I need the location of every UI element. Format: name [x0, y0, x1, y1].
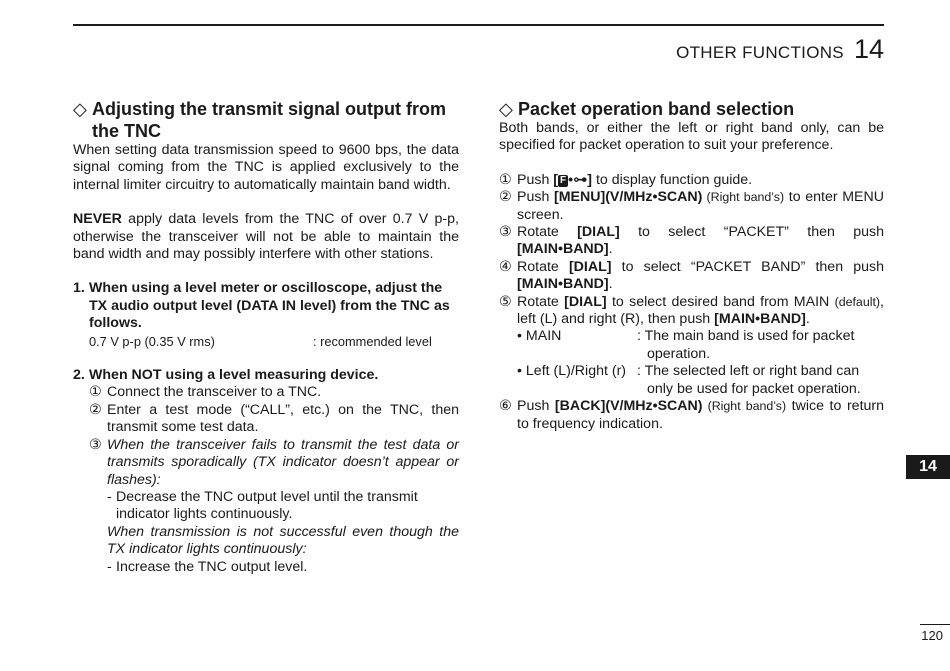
step-marker: ②	[499, 189, 512, 206]
right-intro: Both bands, or either the left or right band only, can be specified for packet operation to suit your preference.	[499, 120, 884, 154]
level-value: 0.7 V p-p (0.35 V rms)	[89, 333, 215, 349]
item-2	[73, 367, 459, 384]
step-marker: ④	[499, 258, 512, 275]
step-text: Rotate [DIAL] to select desired band from MAIN (default), left (L) and right (R), then push [MAIN•BAND].	[517, 293, 884, 328]
recommended-level-row	[73, 333, 459, 350]
item-1	[73, 280, 459, 332]
band-option	[499, 328, 884, 363]
band-option-desc: : The main band is used for packet operation.	[637, 328, 855, 362]
never-text: apply data levels from the TNC of over 0.7 V p-p, otherwise the transceiver will not be able to maintain the band width and may possibly interfere with other stations.	[73, 211, 459, 263]
right-step	[499, 398, 884, 433]
step-marker: ①	[89, 384, 102, 401]
item-2-number: 2.	[73, 367, 85, 384]
band-option-key: • MAIN	[517, 328, 562, 345]
right-step	[499, 294, 884, 329]
condition-2: When transmission is not successful even though the TX indicator lights continuously:	[107, 523, 459, 558]
step-text: Push [BACK](V/MHz•SCAN) (Right band’s) twice to return to frequency indication.	[517, 398, 885, 432]
page-number: 120	[921, 628, 943, 643]
left-step	[89, 437, 459, 489]
dash-item	[73, 489, 459, 524]
band-option-key: • Left (L)/Right (r)	[517, 363, 627, 380]
dash-text: Decrease the TNC output level until the transmit indicator lights continuously.	[116, 488, 418, 523]
dash-marker: -	[107, 488, 112, 505]
step-marker: ③	[89, 436, 102, 453]
step-marker: ⑥	[499, 398, 512, 415]
diamond-icon: ◇	[73, 99, 87, 119]
level-note: : recommended level	[313, 333, 432, 349]
dash-text: Increase the TNC output level.	[116, 558, 308, 575]
top-rule	[73, 24, 884, 26]
left-heading-text: Adjusting the transmit signal output from the TNC	[92, 99, 446, 141]
left-intro: When setting data transmission speed to 9600 bps, the data signal coming from the TNC is applied exclusively to the internal limiter circuitry to automatically maintain band width.	[73, 142, 459, 193]
never-paragraph	[73, 211, 459, 263]
diamond-icon: ◇	[499, 99, 513, 119]
chapter-header	[676, 34, 884, 65]
step-text: Push [MENU](V/MHz•SCAN) (Right band’s) to enter MENU screen.	[517, 189, 884, 223]
item-1-text: When using a level meter or oscilloscope, adjust the TX audio output level (DATA IN level) from the TNC as follows.	[89, 280, 450, 332]
function-key-icon: [ F •⊶]	[553, 171, 593, 188]
left-section-heading	[73, 98, 459, 142]
item-2-text: When NOT using a level measuring device.	[89, 367, 379, 384]
right-step	[499, 259, 884, 294]
left-steps	[73, 384, 459, 488]
chapter-number: 14	[853, 34, 884, 64]
step-text: Enter a test mode (“CALL”, etc.) on the TNC, then transmit some test data.	[107, 401, 459, 436]
right-step	[499, 172, 884, 189]
band-option-desc: : The selected left or right band can only be used for packet operation.	[637, 363, 861, 397]
left-step	[89, 402, 459, 437]
chapter-title: OTHER FUNCTIONS	[676, 43, 844, 62]
never-label: NEVER	[73, 211, 122, 228]
step-text: Connect the transceiver to a TNC.	[107, 384, 322, 401]
bottom-rule	[920, 624, 950, 625]
step-marker: ③	[499, 224, 512, 241]
step-text: Rotate [DIAL] to select “PACKET BAND” then push [MAIN•BAND].	[517, 258, 884, 293]
step-text: Rotate [DIAL] to select “PACKET” then push [MAIN•BAND].	[517, 224, 884, 258]
right-section-heading	[499, 98, 884, 120]
right-step	[499, 224, 884, 259]
right-step	[499, 189, 884, 224]
band-option	[499, 363, 884, 398]
left-step	[89, 384, 459, 401]
item-1-number: 1.	[73, 280, 85, 297]
dash-marker: -	[107, 558, 112, 575]
step-marker: ①	[499, 171, 512, 188]
step-text: When the transceiver fails to transmit the test data or transmits sporadically (TX indicator doesn’t appear or flashes):	[107, 436, 459, 488]
step-text: Push [ F •⊶] to display function guide.	[517, 171, 753, 188]
right-heading-text: Packet operation band selection	[518, 99, 795, 119]
left-column	[73, 98, 459, 576]
right-column	[499, 98, 884, 433]
step-marker: ⑤	[499, 293, 512, 310]
dash-item	[73, 559, 459, 576]
step-marker: ②	[89, 401, 102, 418]
chapter-tab: 14	[906, 455, 950, 479]
